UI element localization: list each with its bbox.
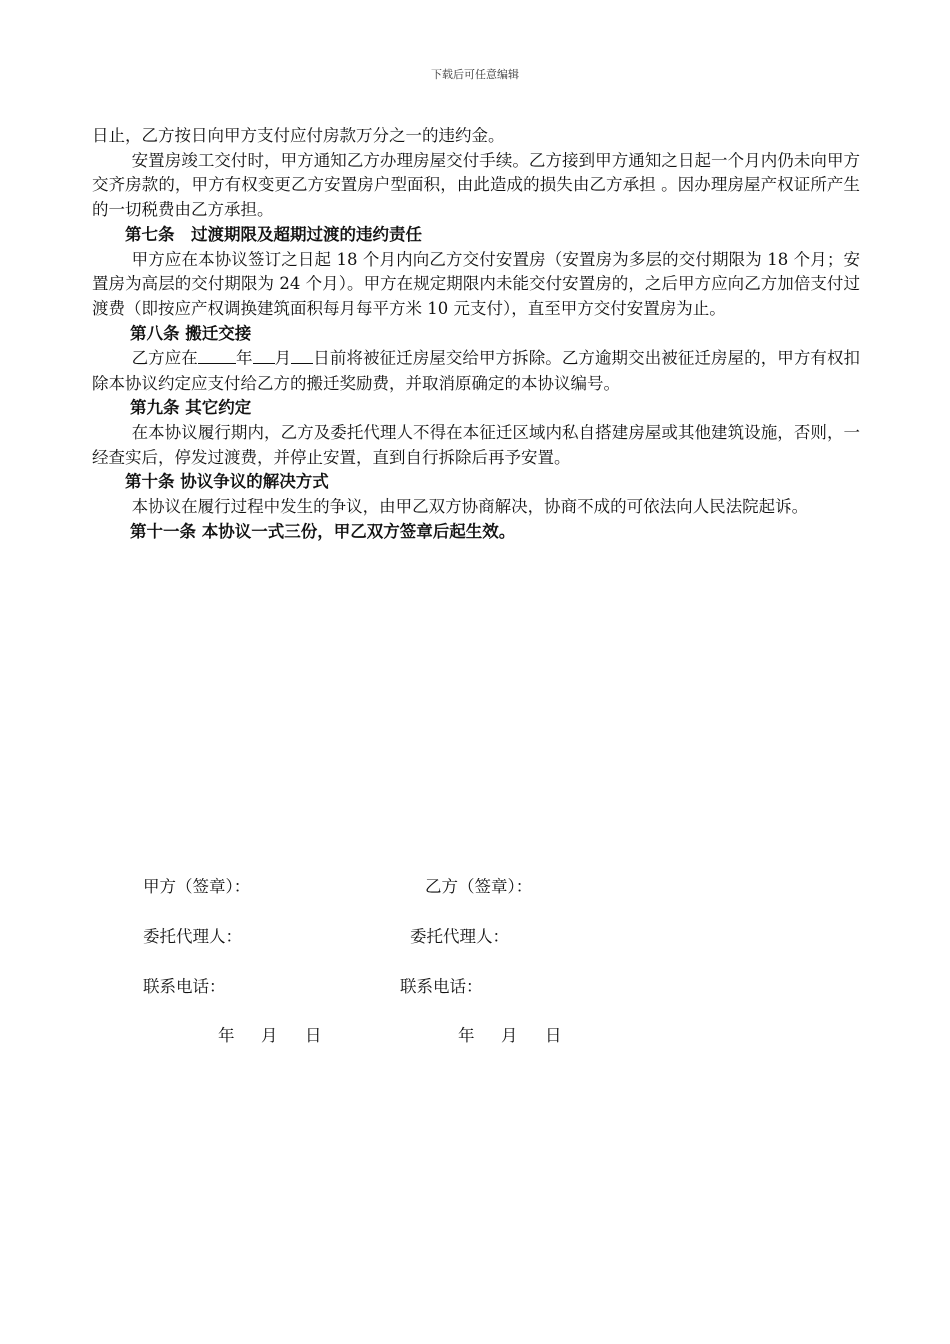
article-7-title: 第七条 过渡期限及超期过渡的违约责任	[125, 224, 422, 244]
party-b-date-day: 日	[545, 1026, 562, 1045]
day-blank	[291, 346, 313, 364]
month-blank	[253, 346, 275, 364]
article-10-body: 本协议在履行过程中发生的争议，由甲乙双方协商解决，协商不成的可依法向人民法院起诉。	[131, 497, 809, 517]
party-a-date-day: 日	[305, 1026, 322, 1045]
party-b-seal-label: 乙方（签章）：	[425, 877, 533, 896]
party-a-date-year: 年	[218, 1026, 235, 1045]
party-b-agent-label: 委托代理人：	[410, 927, 509, 946]
party-a-agent-label: 委托代理人：	[143, 927, 242, 946]
article-11: 第十一条 本协议一式三份，甲乙双方签章后起生效。	[130, 521, 516, 541]
article-7-body: 甲方应在本协议签订之日起 18 个月内向乙方交付安置房（安置房为多层的交付期限为 18 个月；安置房为高层的交付期限为 24 个月）。甲方在规定期限内未能交付安置房的，之后甲方应向乙方加倍支付过渡费（即按应产权调换建筑面积每月每平方米 10 元支付），直至甲方交付安置房为止。	[92, 249, 860, 318]
article-8-year: 年	[235, 348, 253, 368]
year-blank	[198, 346, 236, 364]
article-9-body: 在本协议履行期内，乙方及委托代理人不得在本征迁区域内私自搭建房屋或其他建筑设施，否则，一经查实后，停发过渡费，并停止安置，直到自行拆除后再予安置。	[92, 422, 860, 467]
page-header: 下载后可任意编辑	[431, 68, 519, 81]
party-a-seal-label: 甲方（签章）：	[143, 877, 251, 896]
article-8-body	[92, 346, 860, 396]
article-9-title: 第九条 其它约定	[130, 398, 252, 418]
article-8-text-a: 乙方应在	[131, 348, 198, 368]
party-b-phone-label: 联系电话：	[400, 977, 483, 996]
party-a-date-month: 月	[261, 1026, 278, 1045]
article-8-text-b: 日前将被征迁房屋交给甲方拆除。乙方逾期交出被征迁房屋的，甲方有权扣除本协议约定应支付给乙方的搬迁奖励费，并取消原确定的本协议编号。	[92, 348, 861, 393]
article-8-title: 第八条 搬迁交接	[130, 323, 252, 343]
paragraph-penalty-end: 日止，乙方按日向甲方支付应付房款万分之一的违约金。	[92, 126, 505, 145]
party-a-date	[218, 1022, 322, 1046]
article-8-month: 月	[274, 348, 292, 368]
article-10-title: 第十条 协议争议的解决方式	[125, 472, 329, 492]
party-b-date	[458, 1022, 562, 1046]
document-body	[92, 124, 860, 544]
party-b-date-month: 月	[501, 1026, 518, 1045]
party-b-date-year: 年	[458, 1026, 475, 1045]
party-a-phone-label: 联系电话：	[143, 977, 226, 996]
paragraph-delivery: 安置房竣工交付时，甲方通知乙方办理房屋交付手续。乙方接到甲方通知之日起一个月内仍未向甲方交齐房款的，甲方有权变更乙方安置房户型面积，由此造成的损失由乙方承担 。因办理房屋产权证所产生的一切税费由乙方承担。	[92, 150, 860, 220]
